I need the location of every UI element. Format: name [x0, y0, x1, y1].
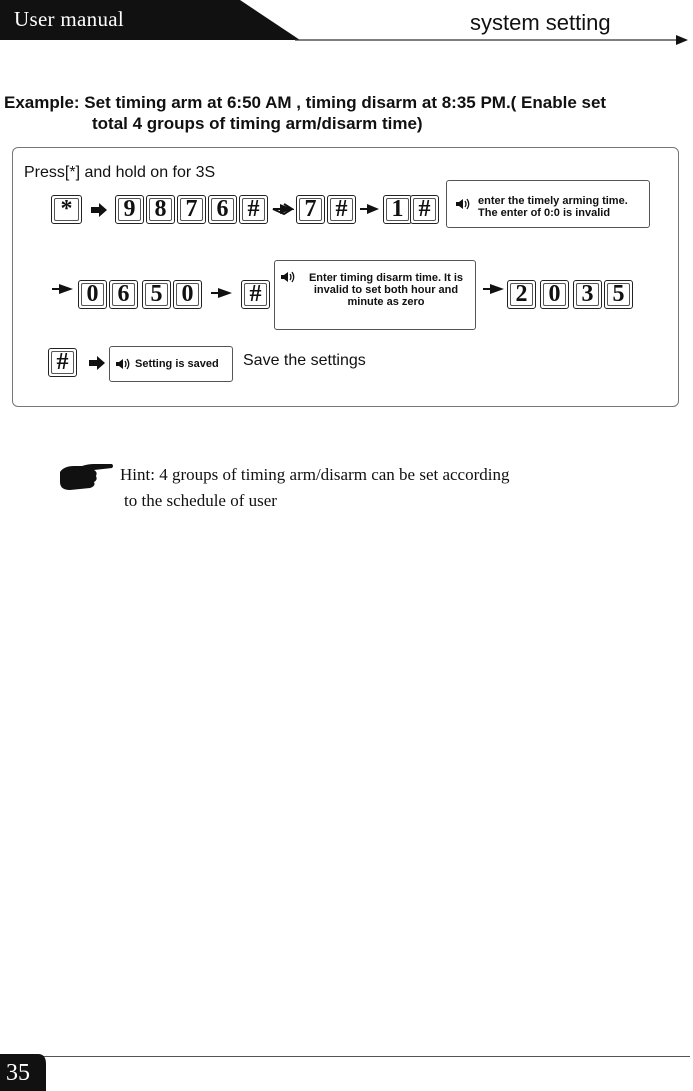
- key-5: 5: [604, 280, 633, 309]
- key-6: 6: [208, 195, 237, 224]
- manual-title: User manual: [14, 7, 125, 31]
- key-7: 7: [296, 195, 325, 224]
- key-hash: #: [327, 195, 356, 224]
- page-header: [0, 0, 693, 44]
- key-7: 7: [177, 195, 206, 224]
- arrow-icon: [482, 282, 506, 296]
- key-hash: #: [239, 195, 268, 224]
- pointing-hand-icon: [58, 462, 114, 492]
- save-settings-text: Save the settings: [243, 352, 366, 369]
- arrow-icon: [272, 202, 294, 216]
- section-title: system setting: [470, 10, 611, 35]
- key-9: 9: [115, 195, 144, 224]
- key-6: 6: [109, 280, 138, 309]
- key-8: 8: [146, 195, 175, 224]
- footer-rule: [0, 1056, 690, 1057]
- voice-text-disarm: [298, 272, 474, 308]
- arrow-icon: [89, 202, 109, 218]
- press-instruction: Press[*] and hold on for 3S: [24, 164, 216, 181]
- key-hash: #: [241, 280, 270, 309]
- key-1: 1: [383, 195, 412, 224]
- key-3: 3: [573, 280, 602, 309]
- page-number: 35: [6, 1060, 30, 1086]
- key-2: 2: [507, 280, 536, 309]
- header-rule: [0, 0, 693, 46]
- example-text: [4, 92, 606, 134]
- example-line-1: Example: Set timing arm at 6:50 AM , timing disarm at 8:35 PM.( Enable set: [4, 93, 607, 112]
- speaker-icon: [280, 271, 298, 283]
- voice-text-saved: Setting is saved: [135, 358, 219, 370]
- arrow-icon: [359, 202, 381, 216]
- voice-line: enter the timely arming time.: [478, 195, 628, 207]
- speaker-icon: [455, 198, 473, 210]
- arrow-icon: [87, 355, 107, 371]
- speaker-icon: [115, 358, 133, 370]
- arrow-icon: [51, 282, 75, 296]
- key-0: 0: [173, 280, 202, 309]
- key-0: 0: [78, 280, 107, 309]
- voice-line: invalid to set both hour and: [313, 284, 459, 296]
- hint-line-2: to the schedule of user: [124, 491, 277, 510]
- voice-line: The enter of 0:0 is invalid: [478, 207, 611, 219]
- key-hash: #: [48, 348, 77, 377]
- key-hash: #: [410, 195, 439, 224]
- key-0: 0: [540, 280, 569, 309]
- example-line-2: total 4 groups of timing arm/disarm time): [92, 114, 423, 133]
- arrow-icon: [210, 286, 234, 300]
- hint-text: [120, 462, 510, 514]
- key-5: 5: [142, 280, 171, 309]
- voice-line: minute as zero: [347, 296, 425, 308]
- key-star: *: [51, 195, 82, 224]
- hint-line-1: Hint: 4 groups of timing arm/disarm can be set according: [120, 465, 510, 484]
- voice-line: Enter timing disarm time. It is: [308, 272, 464, 284]
- voice-text-arming: [478, 195, 628, 219]
